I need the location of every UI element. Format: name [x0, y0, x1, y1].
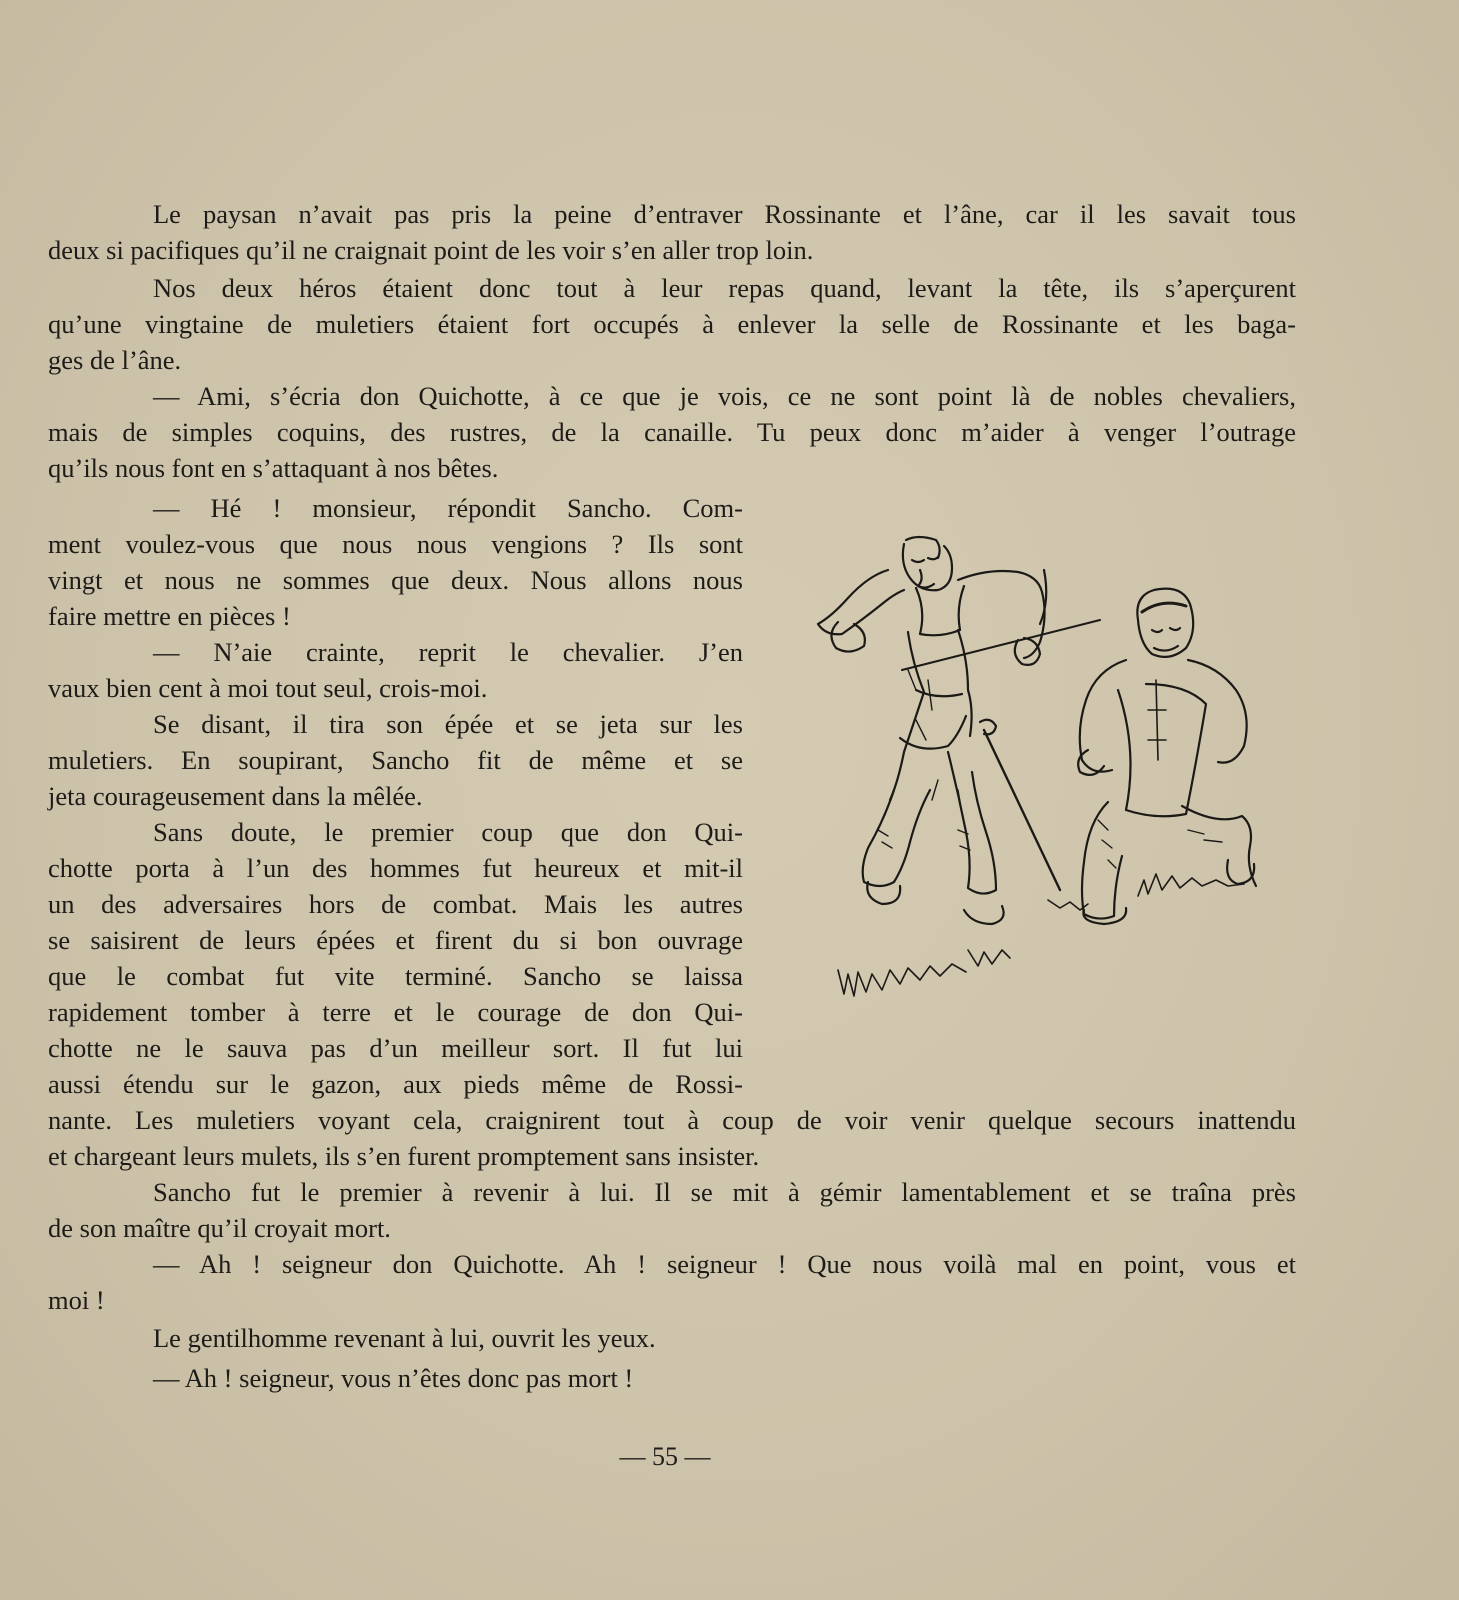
text-line: mais de simples coquins, des rustres, de la canaille. Tu peux donc m’aider à venger l’outrage [48, 417, 1296, 447]
muleteer-figure [1078, 589, 1256, 924]
text-line: — Hé ! monsieur, répondit Sancho. Com- [153, 493, 743, 523]
text-line: qu’ils nous font en s’attaquant à nos bêtes. [48, 453, 499, 483]
text-line: Sans doute, le premier coup que don Qui- [153, 817, 743, 847]
text-line: Se disant, il tira son épée et se jeta sur les [153, 709, 743, 739]
text-line: de son maître qu’il croyait mort. [48, 1213, 391, 1243]
text-line: faire mettre en pièces ! [48, 601, 291, 631]
text-line: deux si pacifiques qu’il ne craignait point de les voir s’en aller trop loin. [48, 235, 814, 265]
page-number: — 55 — [619, 1442, 711, 1471]
text-line: et chargeant leurs mulets, ils s’en furent promptement sans insister. [48, 1141, 760, 1171]
text-line: aussi étendu sur le gazon, aux pieds même de Rossi- [48, 1069, 743, 1099]
text-line: chotte porta à l’un des hommes fut heureux et mit-il [48, 853, 743, 883]
text-line: moi ! [48, 1285, 105, 1315]
text-line: Le gentilhomme revenant à lui, ouvrit les yeux. [153, 1323, 656, 1353]
text-line: Le paysan n’avait pas pris la peine d’entraver Rossinante et l’âne, car il les savait tous [153, 199, 1296, 229]
text-line: vaux bien cent à moi tout seul, crois-moi. [48, 673, 488, 703]
text-line: — N’aie crainte, reprit le chevalier. J’en [153, 637, 743, 667]
text-line: vingt et nous ne sommes que deux. Nous allons nous [48, 565, 743, 595]
text-line: ment voulez-vous que nous nous vengions ? Ils sont [48, 529, 743, 559]
text-line: nante. Les muletiers voyant cela, craignirent tout à coup de voir venir quelque secours inattendu [48, 1105, 1296, 1135]
text-line: muletiers. En soupirant, Sancho fit de même et se [48, 745, 743, 775]
text-line: — Ah ! seigneur don Quichotte. Ah ! seigneur ! Que nous voilà mal en point, vous et [153, 1249, 1296, 1279]
text-line: un des adversaires hors de combat. Mais les autres [48, 889, 743, 919]
text-line: que le combat fut vite terminé. Sancho se laissa [48, 961, 743, 991]
text-line: se saisirent de leurs épées et firent du si bon ouvrage [48, 925, 743, 955]
text-line: chotte ne le sauva pas d’un meilleur sort. Il fut lui [48, 1033, 743, 1063]
text-line: — Ah ! seigneur, vous n’êtes donc pas mort ! [153, 1363, 634, 1393]
duel-illustration [808, 530, 1278, 1010]
text-line: ges de l’âne. [48, 345, 182, 375]
text-line: — Ami, s’écria don Quichotte, à ce que je vois, ce ne sont point là de nobles chevaliers, [153, 381, 1296, 411]
text-line: jeta courageusement dans la mêlée. [48, 781, 423, 811]
text-line: qu’une vingtaine de muletiers étaient fort occupés à enlever la selle de Rossinante et les baga- [48, 309, 1296, 339]
knight-figure [818, 537, 1100, 924]
text-line: rapidement tomber à terre et le courage de don Qui- [48, 997, 743, 1027]
text-line: Sancho fut le premier à revenir à lui. Il se mit à gémir lamentablement et se traîna près [153, 1177, 1296, 1207]
text-line: Nos deux héros étaient donc tout à leur repas quand, levant la tête, ils s’aperçurent [153, 273, 1296, 303]
